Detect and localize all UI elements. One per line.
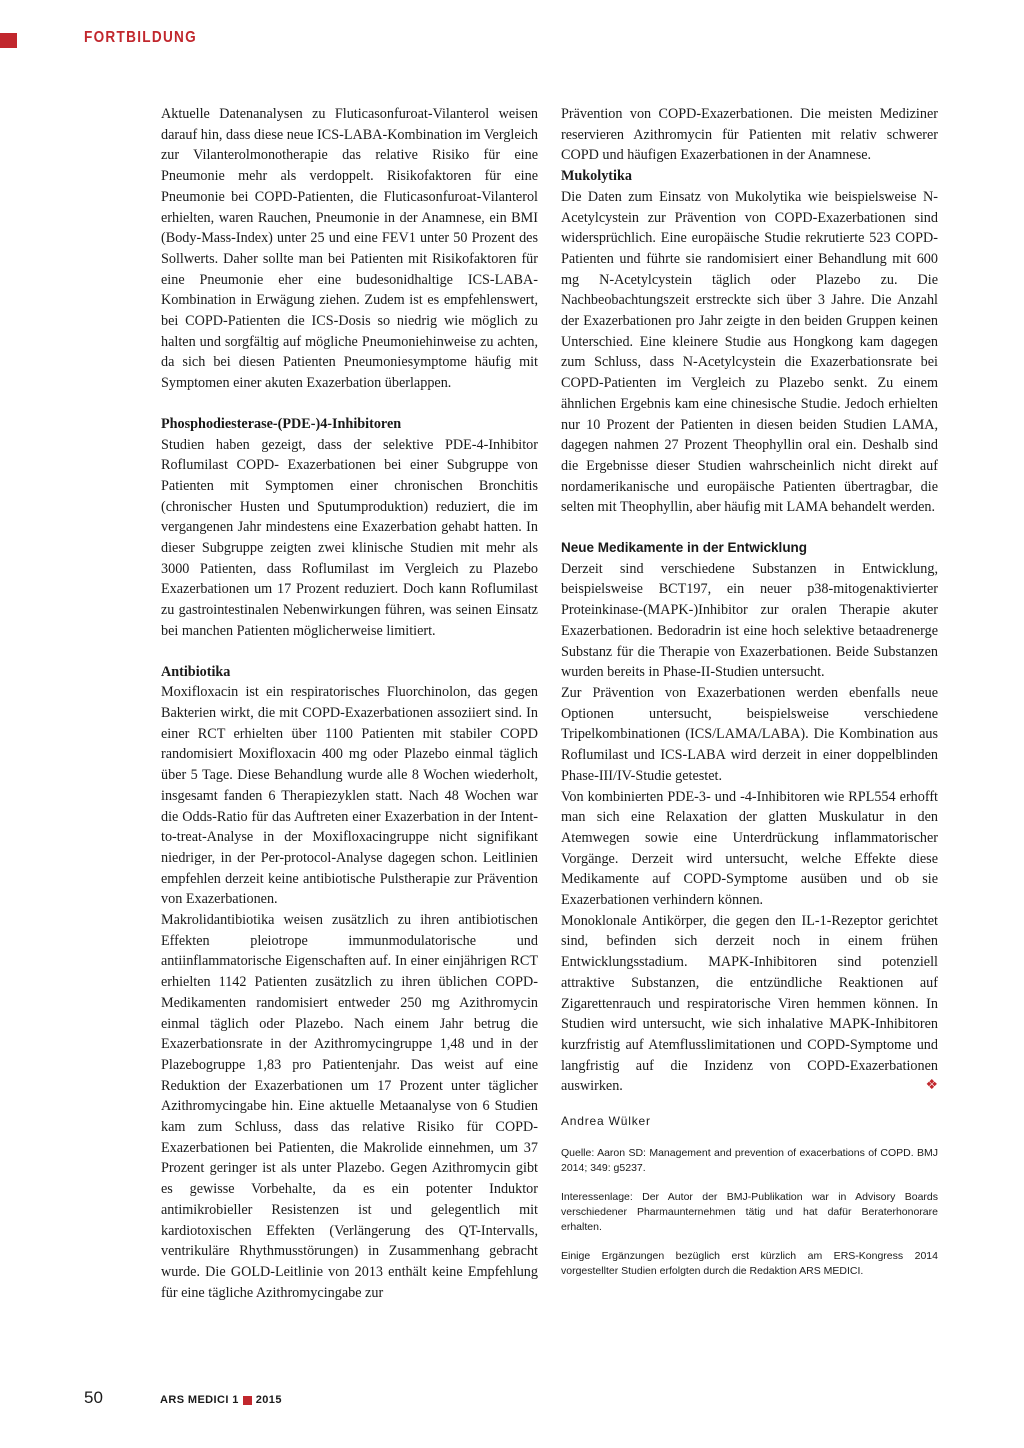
section-marker <box>0 33 17 48</box>
journal-name: ARS MEDICI 1 <box>160 1394 239 1406</box>
section-title: FORTBILDUNG <box>84 29 197 46</box>
paragraph: Zur Prävention von Exazerbationen werden ebenfalls neue Optionen untersucht, beispielsweise verschiedene Tripelkombinationen (ICS/LAMA/LABA). Die Kombination aus Roflumilast und ICS-LABA wird derzeit in einer doppelblinden Phase-III/IV-Studie getestet. <box>561 684 938 784</box>
journal-year: 2015 <box>255 1394 282 1406</box>
left-column <box>161 104 538 1303</box>
paragraph: Moxifloxacin ist ein respiratorisches Fluorchinolon, das gegen Bakterien wirkt, die mit COPD-Exazerbationen assoziiert sind. In einer RCT erhielten über 1100 Patienten mit stabiler COPD randomisiert Moxifloxacin 400 mg oder Plazebo einmal täglich über 5 Tage. Diese Behandlung wurde alle 8 Wochen wiederholt, insgesamt fanden 6 Therapiezyklen statt. Nach 48 Wochen war die Odds-Ratio für das Auftreten einer Exazerbation in der Intent-to-treat-Analyse in der Moxifloxacingruppe nicht signifikant niedriger, in der Per-protocol-Analyse dagegen schon. Leitlinien empfehlen derzeit keine antibiotische Pulstherapie zur Prävention von Exazerbationen. <box>161 684 538 908</box>
paragraph: Prävention von COPD-Exazerbationen. Die meisten Mediziner reservieren Azithromycin für Patienten mit relativ schwerer COPD und häufigen Exazerbationen in der Anamnese. <box>561 106 938 164</box>
paragraph: Makrolidantibiotika weisen zusätzlich zu ihren antibiotischen Effekten pleiotrope immunmodulatorische und antiinflammatorische Eigenschaften auf. In einer einjährigen RCT erhielten 1142 Patienten zusätzlich zu ihren üblichen COPD-Medikamenten randomisiert entweder 250 mg Azithromycin einmal täglich oder Plazebo. Nach einem Jahr betrug die Exazerbationsrate in der Azithromycingruppe 1,48 und in der Plazebogruppe 1,83 pro Patientenjahr. Das weist auf eine Reduktion der Exazerbationen um 17 Prozent unter täglicher Azithromycingabe hin. Eine aktuelle Metaanalyse von 6 Studien kam zum Schluss, dass das relative Risiko für COPD-Exazerbationen bei Patienten, die Makrolide einnehmen, um 37 Prozent geringer ist als unter Plazebo. Gegen Azithromycin gibt es gewisse Vorbehalte, da es ein potenter Induktor antimikrobieller Resistenzen ist und gelegentlich mit kardiotoxischen Effekten (Verlängerung des QT-Intervalls, ventrikuläre Rhythmusstörungen) in Zusammenhang gebracht wurde. Die GOLD-Leitlinie von 2013 enthält keine Empfehlung für eine tägliche Azithromycingabe zur <box>161 912 538 1301</box>
paragraph: Von kombinierten PDE-3- und -4-Inhibitoren wie RPL554 erhofft man sich eine Relaxation der glatten Muskulatur in den Atemwegen sowie eine Unterdrückung inflammatorischer Vorgänge. Derzeit wird untersucht, welche Effekte diese Medikamente auf COPD-Symptome ausüben und ob sie Exazerbationen verhindern können. <box>561 788 938 909</box>
source-note: Quelle: Aaron SD: Management and prevention of exacerbations of COPD. BMJ 2014; 349: g5237. <box>561 1146 938 1174</box>
paragraph: Studien haben gezeigt, dass der selektive PDE-4-Inhibitor Roflumilast COPD- Exazerbationen bei einer Subgruppe von Patienten mit Symptomen einer chronischen Bronchitis (chronischer Husten und Sputumproduktion) reduziert, die im vergangenen Jahr mindestens eine Exazerbation gehabt hatten. In dieser Subgruppe zeigten zwei klinische Studien mit mehr als 3000 Patienten, dass Roflumilast im Vergleich zu Plazebo Exazerbationen um 17 Prozent reduziert. Doch kann Roflumilast zu gastrointestinalen Nebenwirkungen führen, was seinen Einsatz bei manchen Patienten möglicherweise limitiert. <box>161 436 538 639</box>
paragraph: Die Daten zum Einsatz von Mukolytika wie beispielsweise N-Acetylcystein zur Prävention von COPD-Exazerbationen sind widersprüchlich. Eine europäische Studie rekrutierte 523 COPD-Patienten und führte sie randomisiert einer Behandlung mit 600 mg N-Acetylcystein täglich oder Plazebo zu. Die Nachbeobachtungszeit erstreckte sich über 3 Jahre. Die Anzahl der Exazerbationen pro Jahr zeigte in den beiden Gruppen keinen Unterschied. Eine kleinere Studie aus Hongkong kam dagegen zum Schluss, dass N-Acetylcystein die Exazerbationsrate bei COPD-Patienten im Vergleich zu Plazebo senkt. Zu einem ähnlichen Ergebnis kam eine chinesische Studie. Jedoch erhielten nur 10 Prozent der Patienten in diesen beiden Studien LAMA, dagegen nahmen 27 Prozent Theophyllin oral ein. Deshalb sind die Ergebnisse dieser Studien wahrscheinlich nicht direkt auf nordamerikanische und europäische Patienten übertragbar, die selten mit Theophyllin, aber häufig mit LAMA behandelt werden. <box>561 188 938 516</box>
footer-square-icon <box>243 1396 252 1405</box>
page-number: 50 <box>84 1388 103 1407</box>
end-of-article-icon: ❖ <box>925 1078 938 1094</box>
right-column <box>561 104 938 1279</box>
journal-footer <box>160 1394 282 1406</box>
paragraph-final <box>561 911 938 1097</box>
author-name: Andrea Wülker <box>561 1114 651 1129</box>
subheading-pde: Phosphodiesterase-(PDE-)4-Inhibitoren <box>161 415 402 432</box>
subheading-neue-medikamente: Neue Medikamente in der Entwicklung <box>561 540 808 556</box>
subheading-antibiotika: Antibiotika <box>161 663 231 680</box>
subheading-mukolytika: Mukolytika <box>561 168 632 185</box>
paragraph: Derzeit sind verschiedene Substanzen in Entwicklung, beispielsweise BCT197, ein neuer p38-mitogenaktivierter Proteinkinase-(MAPK-)Inhibitor zur oralen Therapie akuter Exazerbationen. Bedoradrin ist eine hoch selektive betaadrenerge Substanz für die Therapie von Exazerbationen. Beide Substanzen wurden bereits in Phase-II-Studien untersucht. <box>561 560 938 681</box>
paragraph-text: Monoklonale Antikörper, die gegen den IL-1-Rezeptor gerichtet sind, befinden sich derzeit noch in einem frühen Entwicklungsstadium. MAPK-Inhibitoren sind potenziell attraktive Substanzen, die entzündliche Reaktionen auf Zigarettenrauch und respiratorische Viren hemmen können. In Studien wird untersucht, wie sich inhalative MAPK-Inhibitoren kurzfristig auf Atemflusslimitationen und COPD-Symptome und langfristig auf die Inzidenz von COPD-Exazerbationen auswirken. <box>561 912 938 1095</box>
paragraph: Aktuelle Datenanalysen zu Fluticasonfuroat-Vilanterol weisen darauf hin, dass diese neue ICS-LABA-Kombination im Vergleich zur Vilanterolmonotherapie das relative Risiko für eine Pneumonie mehr als verdoppelt. Risikofaktoren für eine Pneumonie bei COPD-Patienten, die Fluticasonfuroat-Vilanterol erhielten, waren Rauchen, Pneumonie in der Anamnese, ein BMI (Body-Mass-Index) unter 25 und eine FEV1 unter 50 Prozent des Sollwerts. Daher sollte man bei Patienten mit Risikofaktoren für eine Pneumonie eher eine budesonidhaltige ICS-LABA-Kombination in Erwägung ziehen. Zudem ist es empfehlenswert, bei COPD-Patienten die ICS-Dosis so niedrig wie möglich zu halten und sorgfältig auf mögliche Pneumoniehinweise zu achten, da sich bei diesen Patienten Pneumoniesymptome häufig mit Symptomen einer akuten Exazerbation überlappen. <box>161 106 538 392</box>
interests-note: Interessenlage: Der Autor der BMJ-Publikation war in Advisory Boards verschiedener Pharmaunternehmen tätig und hat dafür Beraterhonorare erhalten. <box>561 1190 938 1233</box>
additions-note: Einige Ergänzungen bezüglich erst kürzlich am ERS-Kongress 2014 vorgestellter Studien erfolgten durch die Redaktion ARS MEDICI. <box>561 1249 938 1277</box>
